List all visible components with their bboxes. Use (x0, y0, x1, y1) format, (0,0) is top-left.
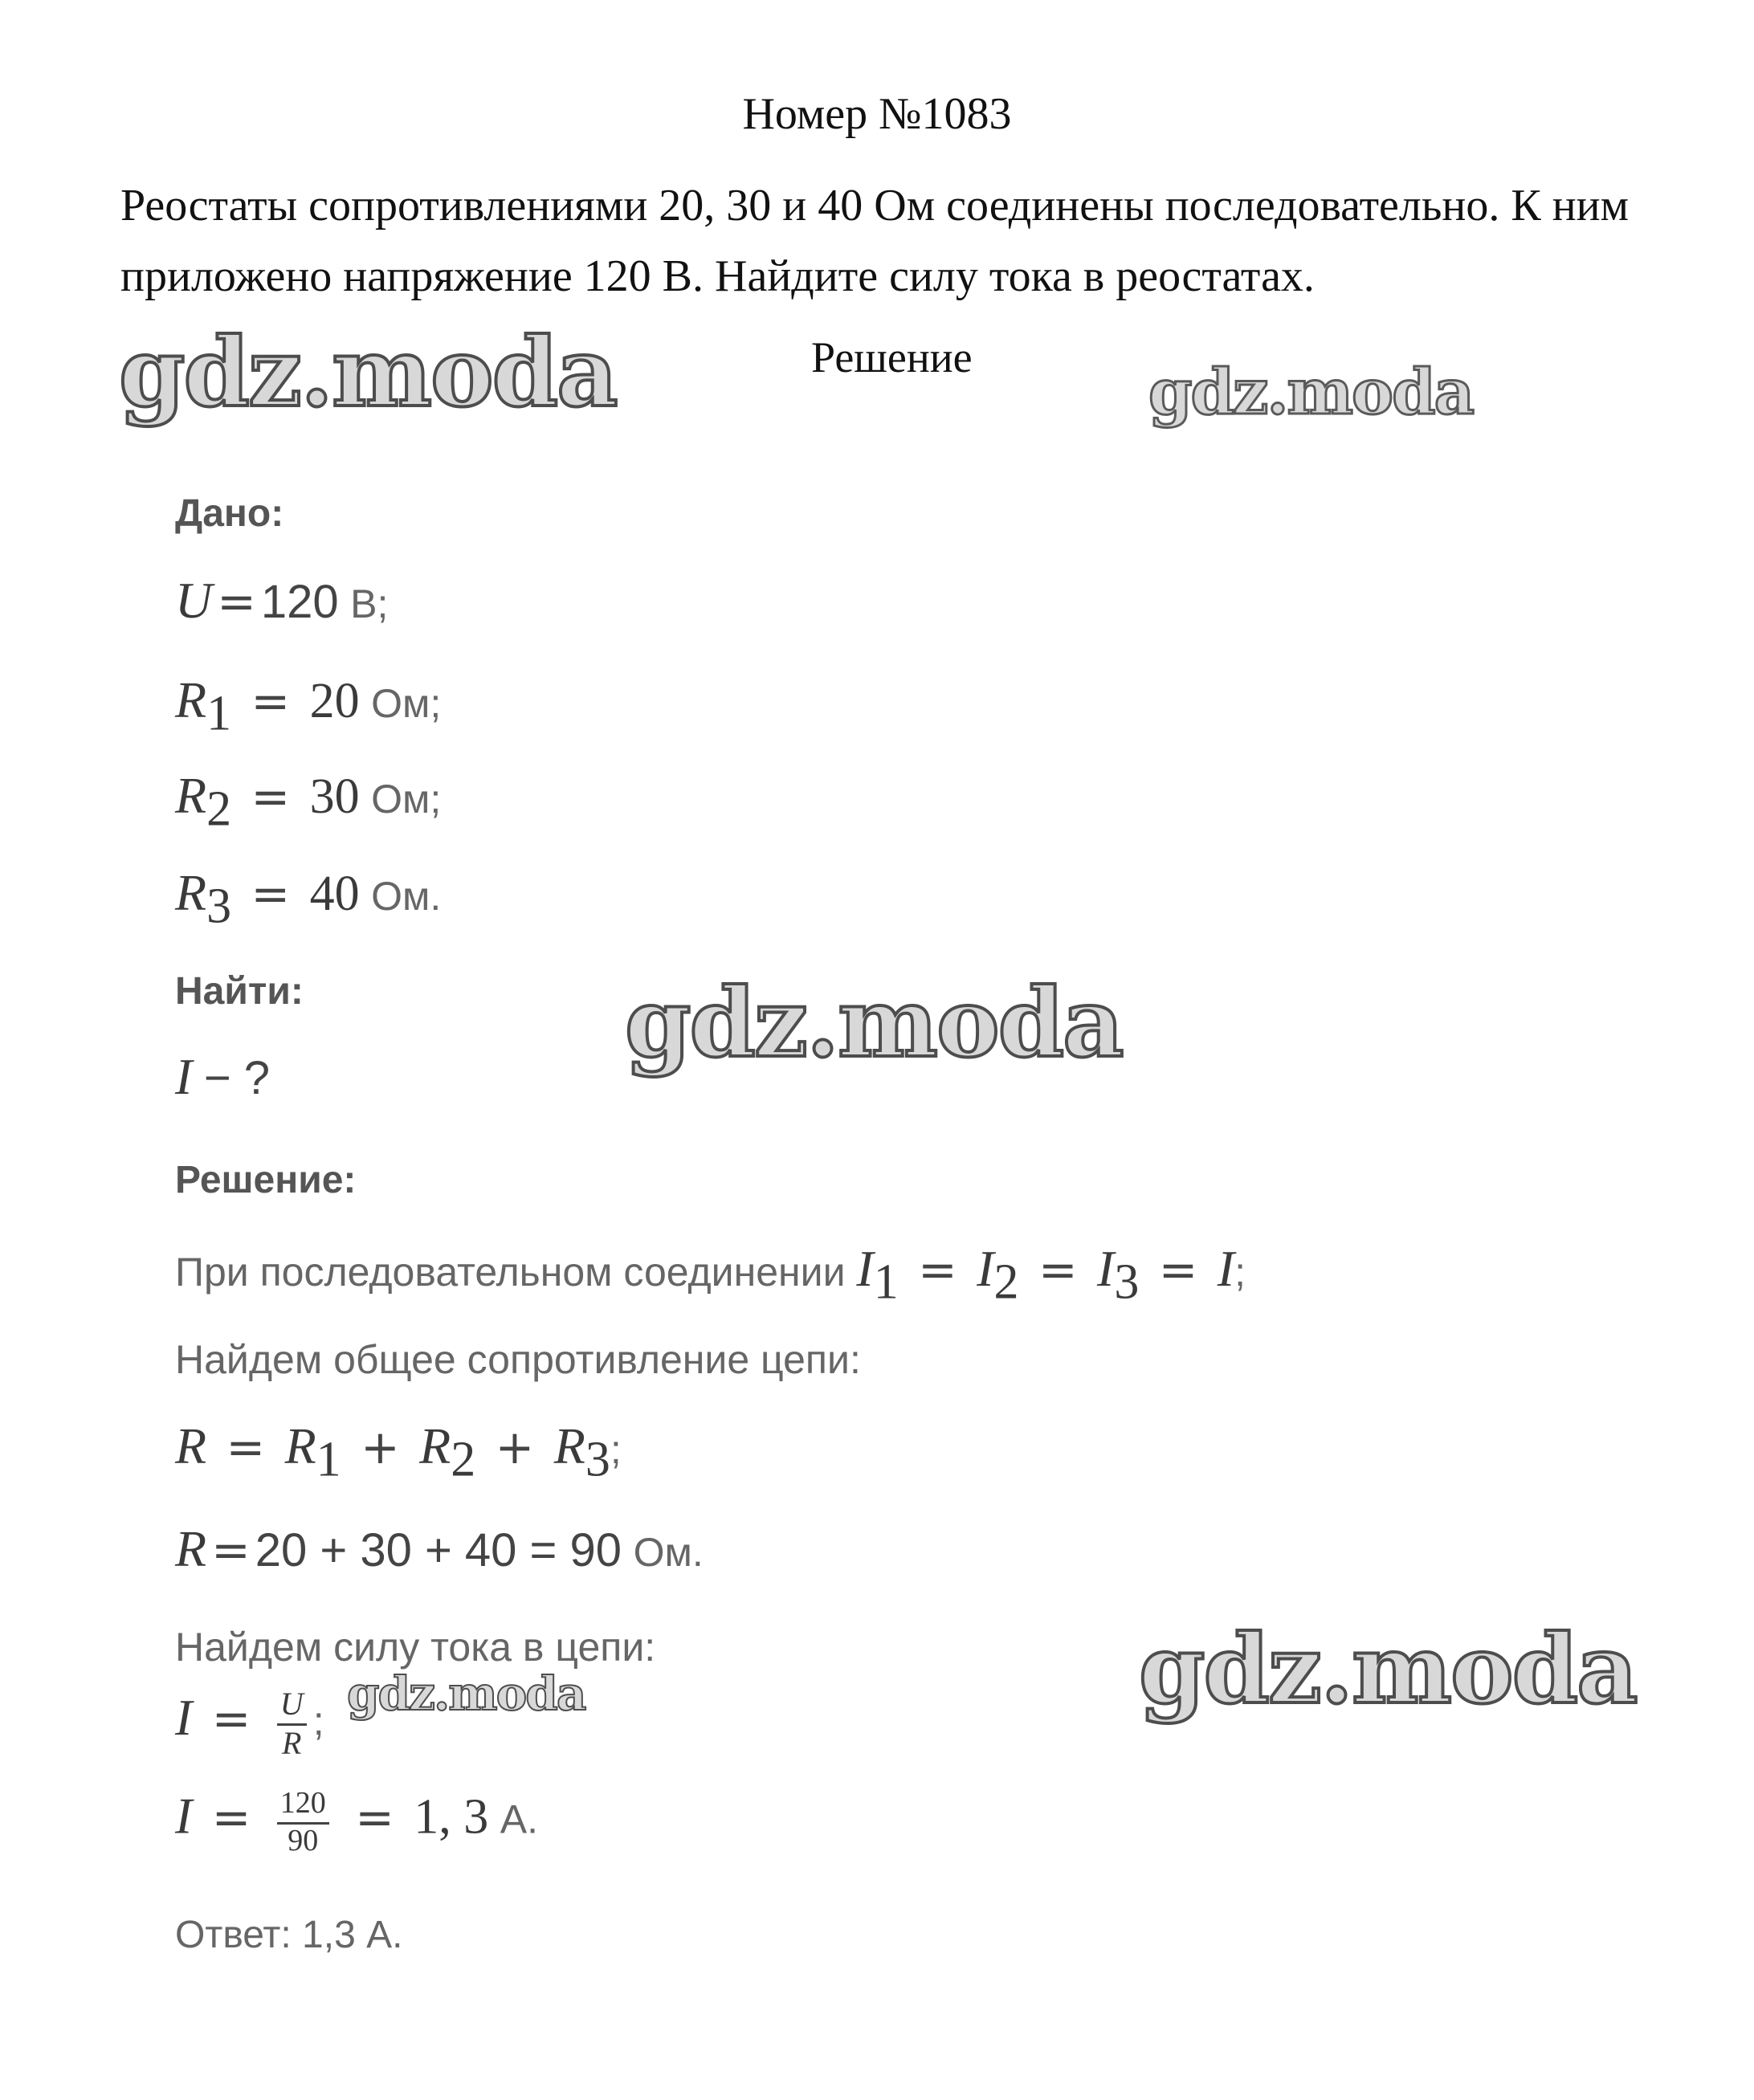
watermark-logo: gdz.moda (1148, 356, 1474, 429)
solution-subheading: Решение: (175, 1159, 357, 1201)
find-heading: Найти: (175, 970, 304, 1013)
watermark-logo: gdz.moda (625, 967, 1123, 1079)
answer: Ответ: 1,3 А. (175, 1914, 403, 1956)
watermark-logo: gdz.moda (1139, 1613, 1637, 1725)
given-r1: $R_1 = 20$ Ом; (175, 671, 442, 741)
problem-statement: Реостаты сопротивлениями 20, 30 и 40 Ом соединены последовательно. К ним приложено напряжение 120 В. Найдите силу тока в реостатах. (120, 181, 1630, 301)
voltage-unit: В; (350, 581, 389, 626)
voltage-symbol: U (175, 572, 213, 629)
voltage-value: 120 (260, 576, 339, 628)
ohms-law-formula: I = $\frac{U}{R}$ ; (175, 1686, 324, 1761)
watermark-logo: gdz.moda (347, 1666, 585, 1721)
current-calculation: I = $\frac{120}{90}$ = 1, 3 А. (175, 1786, 539, 1857)
given-r2: $R_2 = 30$ Ом; (175, 767, 442, 837)
watermark-logo: gdz.moda (119, 316, 617, 428)
given-heading: Дано: (175, 492, 284, 535)
fraction: $\frac{U}{R}$ (277, 1686, 307, 1761)
given-r3: $R_3 = 40$ Ом. (175, 864, 442, 934)
total-resistance-result: R = 20 + 30 + 40 = 90 Ом. (175, 1520, 704, 1577)
fraction: $\frac{120}{90}$ (277, 1787, 329, 1858)
solution-heading: Решение (811, 333, 973, 381)
total-resistance-text: Найдем общее сопротивление цепи: (175, 1337, 861, 1382)
series-connection-line: При последовательном соединении $I_1 = I_2 = I_3 = I$; (175, 1240, 1246, 1310)
total-resistance-formula: $R = R_1 + R_2 + R_3$; (175, 1417, 622, 1487)
current-text: Найдем силу тока в цепи: (175, 1625, 656, 1670)
given-voltage: U = 120 В; (175, 572, 389, 629)
page-title: Номер №1083 (742, 89, 1012, 139)
find-current: I − ? (175, 1048, 271, 1105)
